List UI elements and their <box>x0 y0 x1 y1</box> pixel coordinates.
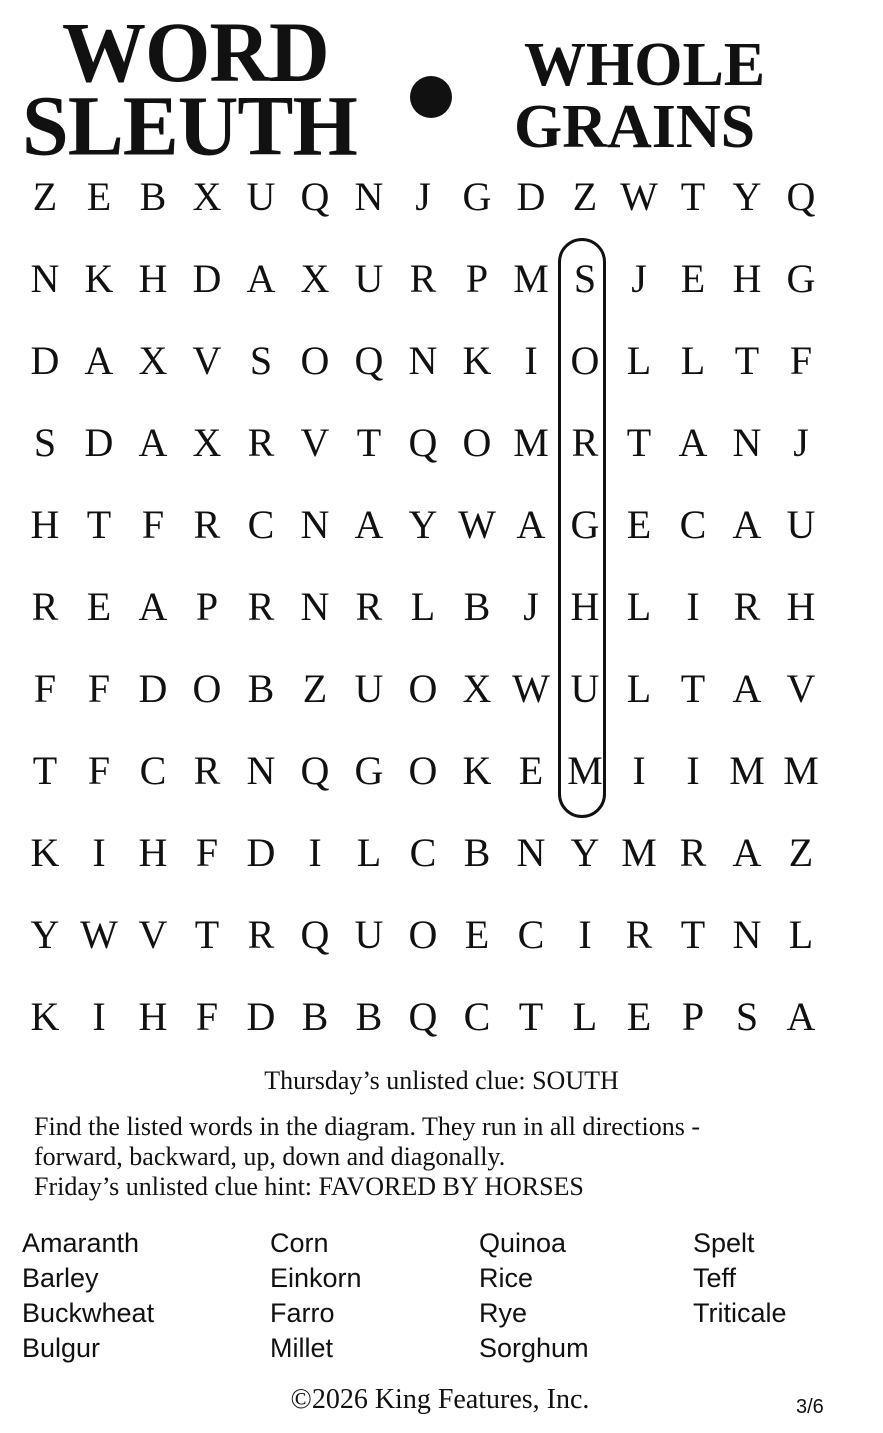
grid-cell[interactable]: L <box>626 338 652 383</box>
grid-cell[interactable]: N <box>732 912 762 957</box>
grid-cell[interactable]: J <box>631 256 647 301</box>
title-line-2: SLEUTH <box>22 78 357 174</box>
grid-cell[interactable]: F <box>789 338 813 383</box>
puzzle-title <box>22 5 357 174</box>
grid-cell[interactable]: C <box>247 502 275 547</box>
grid-cell[interactable]: R <box>247 420 275 465</box>
word-column-2 <box>270 1226 362 1366</box>
grid-cell[interactable]: M <box>783 748 819 793</box>
grid-cell[interactable]: Q <box>786 174 816 219</box>
grid-cell[interactable]: R <box>247 584 275 629</box>
grid-cell[interactable]: I <box>92 830 106 875</box>
thursday-clue: Thursday’s unlisted clue: SOUTH <box>264 1066 619 1095</box>
grid-cell[interactable]: F <box>87 666 111 711</box>
grid-cell[interactable]: K <box>84 256 114 301</box>
word-item: Rye <box>479 1298 528 1328</box>
grid-cell[interactable]: R <box>733 584 761 629</box>
grid-cell[interactable]: P <box>681 994 705 1039</box>
grid-row <box>18 402 828 484</box>
grid-cell[interactable]: Q <box>300 912 330 957</box>
grid-cell[interactable]: A <box>138 584 168 629</box>
grid-cell[interactable]: V <box>300 420 330 465</box>
grid-cell[interactable]: C <box>463 994 491 1039</box>
grid-cell[interactable]: B <box>463 584 491 629</box>
grid-cell[interactable]: J <box>793 420 809 465</box>
grid-row <box>18 730 828 812</box>
grid-cell[interactable]: B <box>301 994 329 1039</box>
word-column-4 <box>693 1226 787 1331</box>
grid-cell[interactable]: T <box>518 994 544 1039</box>
word-item: Amaranth <box>22 1228 140 1258</box>
grid-row <box>18 320 828 402</box>
word-item: Rice <box>479 1263 534 1293</box>
instructions <box>34 1112 864 1202</box>
grid-cell[interactable]: O <box>192 666 222 711</box>
grid-cell[interactable]: M <box>567 748 603 793</box>
grid-cell[interactable]: G <box>786 256 816 301</box>
word-item: Teff <box>693 1263 737 1293</box>
grid-cell[interactable]: P <box>195 584 219 629</box>
grid-cell[interactable]: J <box>523 584 539 629</box>
grid-cell[interactable]: H <box>732 256 762 301</box>
grid-cell[interactable]: L <box>788 912 814 957</box>
grid-cell[interactable]: X <box>462 666 492 711</box>
grid-cell[interactable]: T <box>680 174 706 219</box>
title-line-1: WORD <box>62 5 329 101</box>
grid-cell[interactable]: Y <box>408 502 438 547</box>
grid-cell[interactable]: R <box>409 256 437 301</box>
grid-cell[interactable]: V <box>192 338 222 383</box>
grid-cell[interactable]: D <box>138 666 168 711</box>
grid-cell[interactable]: D <box>192 256 222 301</box>
copyright: ©2026 King Features, Inc. <box>290 1384 590 1415</box>
word-item: Triticale <box>693 1298 787 1328</box>
instructions-line-2: forward, backward, up, down and diagonally. <box>34 1142 506 1171</box>
grid-cell[interactable]: F <box>195 994 219 1039</box>
grid-cell[interactable]: A <box>246 256 276 301</box>
grid-cell[interactable]: C <box>139 748 167 793</box>
grid-cell[interactable]: K <box>30 994 60 1039</box>
grid-cell[interactable]: G <box>462 174 492 219</box>
grid-row <box>18 156 828 238</box>
word-item: Barley <box>22 1263 99 1293</box>
grid-cell[interactable]: Y <box>570 830 600 875</box>
grid-cell[interactable]: I <box>308 830 322 875</box>
grid-cell[interactable]: L <box>680 338 706 383</box>
grid-cell[interactable]: U <box>570 666 600 711</box>
word-column-1 <box>22 1226 154 1366</box>
grid-cell[interactable]: B <box>247 666 275 711</box>
grid-cell[interactable]: R <box>193 748 221 793</box>
word-item: Einkorn <box>270 1263 362 1293</box>
word-item: Bulgur <box>22 1333 101 1363</box>
grid-cell[interactable]: T <box>680 666 706 711</box>
grid-cell[interactable]: A <box>732 830 762 875</box>
grid-cell[interactable]: Z <box>788 830 814 875</box>
grid-cell[interactable]: F <box>141 502 165 547</box>
grid-cell[interactable]: T <box>356 420 382 465</box>
word-item: Corn <box>270 1228 329 1258</box>
grid-cell[interactable]: V <box>786 666 816 711</box>
grid-cell[interactable]: N <box>516 830 546 875</box>
grid-cell[interactable]: D <box>516 174 546 219</box>
grid-cell[interactable]: T <box>86 502 112 547</box>
grid-cell[interactable]: Q <box>354 338 384 383</box>
grid-cell[interactable]: L <box>356 830 382 875</box>
grid-cell[interactable]: Y <box>30 912 60 957</box>
puzzle-theme <box>514 31 766 161</box>
grid-cell[interactable]: A <box>516 502 546 547</box>
grid-cell[interactable]: C <box>517 912 545 957</box>
grid-cell[interactable]: O <box>462 420 492 465</box>
grid-cell[interactable]: D <box>246 830 276 875</box>
grid-cell[interactable]: T <box>626 420 652 465</box>
grid-cell[interactable]: J <box>415 174 431 219</box>
grid-cell[interactable]: O <box>408 912 438 957</box>
grid-row <box>18 484 828 566</box>
grid-cell[interactable]: G <box>570 502 600 547</box>
grid-cell[interactable]: N <box>30 256 60 301</box>
grid-cell[interactable]: A <box>732 666 762 711</box>
grid-row <box>18 648 828 730</box>
word-item: Sorghum <box>479 1333 589 1363</box>
grid-cell[interactable]: N <box>354 174 384 219</box>
grid-cell[interactable]: A <box>84 338 114 383</box>
title-bullet-dot <box>410 76 452 118</box>
grid-cell[interactable]: I <box>92 994 106 1039</box>
grid-cell[interactable]: W <box>512 666 550 711</box>
grid-row <box>18 894 828 976</box>
grid-cell[interactable]: N <box>300 584 330 629</box>
grid-cell[interactable]: W <box>458 502 496 547</box>
grid-row <box>18 976 828 1058</box>
grid-cell[interactable]: I <box>632 748 646 793</box>
grid-cell[interactable]: U <box>246 174 276 219</box>
grid-cell[interactable]: M <box>621 830 657 875</box>
grid-cell[interactable]: W <box>620 174 658 219</box>
grid-cell[interactable]: N <box>246 748 276 793</box>
grid-cell[interactable]: F <box>87 748 111 793</box>
grid-cell[interactable]: U <box>354 666 384 711</box>
grid-cell[interactable]: L <box>572 994 598 1039</box>
grid-cell[interactable]: S <box>573 256 597 301</box>
grid-cell[interactable]: S <box>735 994 759 1039</box>
grid-cell[interactable]: K <box>30 830 60 875</box>
grid-cell[interactable]: W <box>80 912 118 957</box>
grid-cell[interactable]: S <box>249 338 273 383</box>
word-list <box>22 1226 862 1366</box>
date-code: 3/6 <box>796 1396 824 1418</box>
grid-cell[interactable]: R <box>247 912 275 957</box>
grid-cell[interactable]: R <box>355 584 383 629</box>
grid-cell[interactable]: R <box>31 584 59 629</box>
grid-cell[interactable]: C <box>679 502 707 547</box>
grid-cell[interactable]: L <box>410 584 436 629</box>
word-item: Buckwheat <box>22 1298 155 1328</box>
grid-cell[interactable]: Q <box>300 748 330 793</box>
word-item: Spelt <box>693 1228 755 1258</box>
grid-cell[interactable]: R <box>193 502 221 547</box>
grid-cell[interactable]: X <box>138 338 168 383</box>
word-item: Farro <box>270 1298 335 1328</box>
grid-cell[interactable]: E <box>626 502 652 547</box>
grid-cell[interactable]: U <box>786 502 816 547</box>
grid-cell[interactable]: F <box>33 666 57 711</box>
grid-cell[interactable]: M <box>513 256 549 301</box>
grid-cell[interactable]: V <box>138 912 168 957</box>
grid-cell[interactable]: O <box>570 338 600 383</box>
grid-cell[interactable]: Z <box>572 174 598 219</box>
grid-cell[interactable]: D <box>246 994 276 1039</box>
grid-cell[interactable]: U <box>354 256 384 301</box>
grid-cell[interactable]: Z <box>302 666 328 711</box>
grid-cell[interactable]: Q <box>408 420 438 465</box>
instructions-line-1: Find the listed words in the diagram. They run in all directions - <box>34 1112 701 1141</box>
grid-cell[interactable]: S <box>33 420 57 465</box>
grid-cell[interactable]: H <box>30 502 60 547</box>
grid-cell[interactable]: D <box>30 338 60 383</box>
grid-cell[interactable]: Q <box>408 994 438 1039</box>
grid-cell[interactable]: E <box>626 994 652 1039</box>
grid-cell[interactable]: X <box>300 256 330 301</box>
word-item: Millet <box>270 1333 334 1363</box>
grid-cell[interactable]: B <box>139 174 167 219</box>
grid-cell[interactable]: L <box>626 666 652 711</box>
grid-cell[interactable]: P <box>465 256 489 301</box>
grid-cell[interactable]: E <box>680 256 706 301</box>
grid-cell[interactable]: M <box>513 420 549 465</box>
grid-row <box>18 812 828 894</box>
grid-cell[interactable]: T <box>194 912 220 957</box>
grid-cell[interactable]: L <box>626 584 652 629</box>
grid-cell[interactable]: X <box>192 420 222 465</box>
theme-line-1: WHOLE <box>524 31 766 99</box>
grid-cell[interactable]: Z <box>32 174 58 219</box>
grid-cell[interactable]: A <box>678 420 708 465</box>
grid-row <box>18 238 828 320</box>
grid-cell[interactable]: E <box>518 748 544 793</box>
grid-cell[interactable]: H <box>570 584 600 629</box>
grid-cell[interactable]: B <box>355 994 383 1039</box>
grid-cell[interactable]: E <box>464 912 490 957</box>
grid-cell[interactable]: O <box>300 338 330 383</box>
grid-cell[interactable]: F <box>195 830 219 875</box>
grid-cell[interactable]: I <box>686 584 700 629</box>
grid-cell[interactable]: Y <box>732 174 762 219</box>
grid-cell[interactable]: R <box>571 420 599 465</box>
theme-line-2: GRAINS <box>514 93 756 161</box>
grid-cell[interactable]: T <box>734 338 760 383</box>
found-word-circle <box>558 238 606 818</box>
grid-cell[interactable]: A <box>786 994 816 1039</box>
grid-cell[interactable]: T <box>32 748 58 793</box>
grid-cell[interactable]: N <box>408 338 438 383</box>
grid-cell[interactable]: I <box>578 912 592 957</box>
letter-grid[interactable] <box>18 156 828 1058</box>
grid-cell[interactable]: H <box>786 584 816 629</box>
word-column-3 <box>479 1226 589 1366</box>
grid-cell[interactable]: R <box>625 912 653 957</box>
grid-cell[interactable]: O <box>408 748 438 793</box>
grid-cell[interactable]: H <box>138 256 168 301</box>
grid-cell[interactable]: U <box>354 912 384 957</box>
grid-cell[interactable]: A <box>138 420 168 465</box>
grid-cell[interactable]: M <box>729 748 765 793</box>
grid-cell[interactable]: K <box>462 748 492 793</box>
grid-cell[interactable]: A <box>732 502 762 547</box>
word-item: Quinoa <box>479 1228 567 1258</box>
grid-cell[interactable]: A <box>354 502 384 547</box>
grid-cell[interactable]: B <box>463 830 491 875</box>
grid-cell[interactable]: T <box>680 912 706 957</box>
grid-cell[interactable]: X <box>192 174 222 219</box>
grid-cell[interactable]: N <box>300 502 330 547</box>
grid-cell[interactable]: Q <box>300 174 330 219</box>
grid-cell[interactable]: E <box>86 584 112 629</box>
grid-cell[interactable]: D <box>84 420 114 465</box>
grid-cell[interactable]: H <box>138 994 168 1039</box>
grid-cell[interactable]: K <box>462 338 492 383</box>
grid-cell[interactable]: C <box>409 830 437 875</box>
grid-cell[interactable]: I <box>686 748 700 793</box>
grid-cell[interactable]: R <box>679 830 707 875</box>
grid-cell[interactable]: G <box>354 748 384 793</box>
grid-cell[interactable]: I <box>524 338 538 383</box>
grid-cell[interactable]: N <box>732 420 762 465</box>
friday-clue-hint: Friday’s unlisted clue hint: FAVORED BY HORSES <box>34 1172 584 1201</box>
grid-cell[interactable]: E <box>86 174 112 219</box>
grid-row <box>18 566 828 648</box>
grid-cell[interactable]: O <box>408 666 438 711</box>
grid-cell[interactable]: H <box>138 830 168 875</box>
